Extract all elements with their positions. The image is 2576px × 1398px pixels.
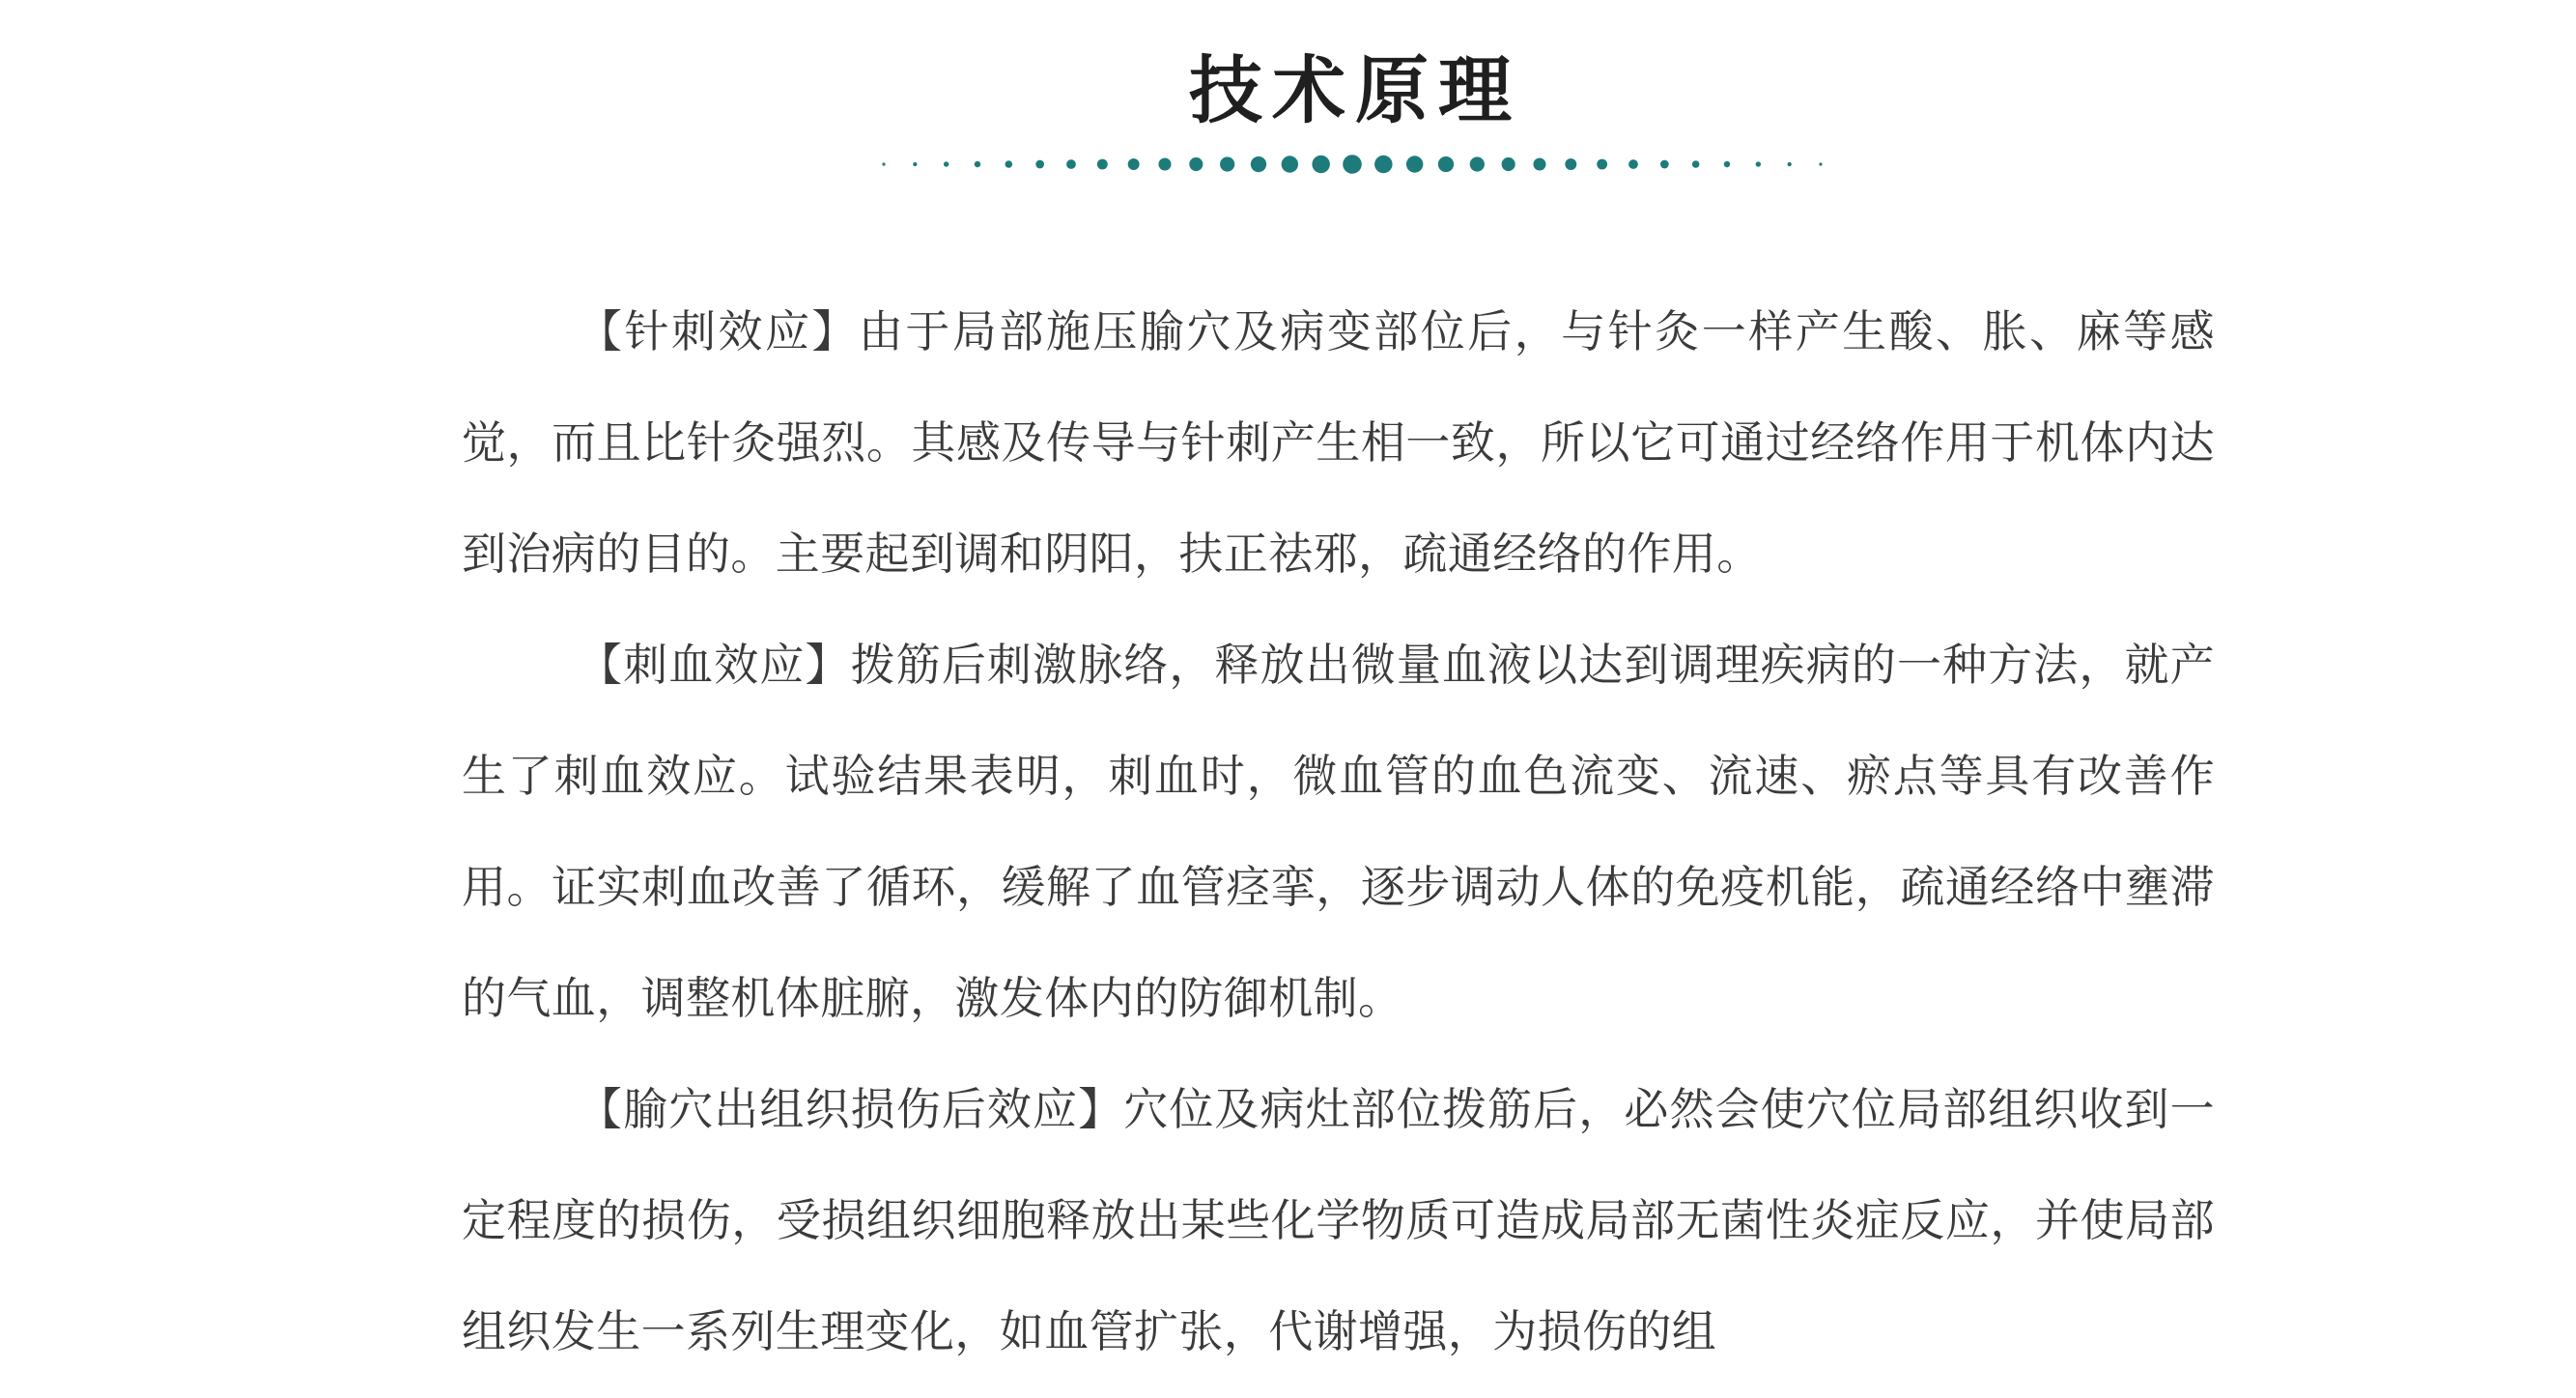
- divider-dot: [1251, 157, 1266, 172]
- divider-dot: [1692, 160, 1700, 168]
- divider-dot: [1035, 160, 1044, 169]
- divider-dot: [1343, 155, 1362, 174]
- paragraph-bloodletting-effect: 【刺血效应】拨筋后刺激脉络，释放出微量血液以达到调理疾病的一种方法，就产生了刺血效应。试验结果表明，刺血时，微血管的血色流变、流速、瘀点等具有改善作用。证实刺血改善了循环，缓解了血管痉挛，逐步调动人体的免疫机能，疏通经络中壅滞的气血，调整机体脏腑，激发体内的防御机制。: [462, 639, 2215, 1024]
- divider-dot: [1788, 162, 1792, 166]
- divider-dot: [1724, 161, 1730, 167]
- paragraph-acupuncture-effect: 【针刺效应】由于局部施压腧穴及病变部位后，与针灸一样产生酸、胀、麻等感觉，而且比针灸强烈。其感及传导与针刺产生相一致，所以它可通过经络作用于机体内达到治病的目的。主要起到调和阴阳，扶正祛邪，疏通经络的作用。: [462, 305, 2215, 580]
- divider-dot: [944, 161, 948, 166]
- divider-dot: [1282, 156, 1298, 172]
- divider-dot: [882, 162, 885, 165]
- divider-dot: [975, 161, 980, 167]
- page-title: 技术原理: [1189, 47, 1521, 133]
- divider-dot: [1819, 162, 1822, 165]
- divider-dot: [1470, 157, 1485, 171]
- divider-dot: [1374, 156, 1393, 174]
- divider-dot: [913, 162, 917, 166]
- divider-dot: [1220, 157, 1234, 171]
- divider-dot: [1660, 160, 1669, 169]
- divider-dot: [1628, 159, 1638, 169]
- divider-dot: [1128, 158, 1140, 170]
- divider-dot: [1097, 159, 1108, 170]
- divider-dot: [1565, 158, 1576, 170]
- divider-dot: [1158, 157, 1171, 170]
- divider-dot: [1312, 156, 1330, 174]
- divider-dot: [1189, 157, 1203, 171]
- divider-dot: [1533, 157, 1545, 170]
- divider-dot: [1502, 157, 1515, 171]
- divider-dot: [1406, 156, 1423, 172]
- divider-dot: [1438, 157, 1454, 172]
- article-body: [462, 276, 2215, 1387]
- divider-dot: [1756, 161, 1761, 166]
- divider-dot: [1597, 159, 1607, 170]
- divider-dot: [1005, 160, 1013, 168]
- paragraph-tissue-injury-effect: 【腧穴出组织损伤后效应】穴位及病灶部位拨筋后，必然会使穴位局部组织收到一定程度的损伤，受损组织细胞释放出某些化学物质可造成局部无菌性炎症反应，并使局部组织发生一系列生理变化，如血管扩张，代谢增强，为损伤的组: [462, 1083, 2215, 1357]
- divider-dot: [1066, 159, 1076, 169]
- title-divider-dots: [869, 155, 1835, 174]
